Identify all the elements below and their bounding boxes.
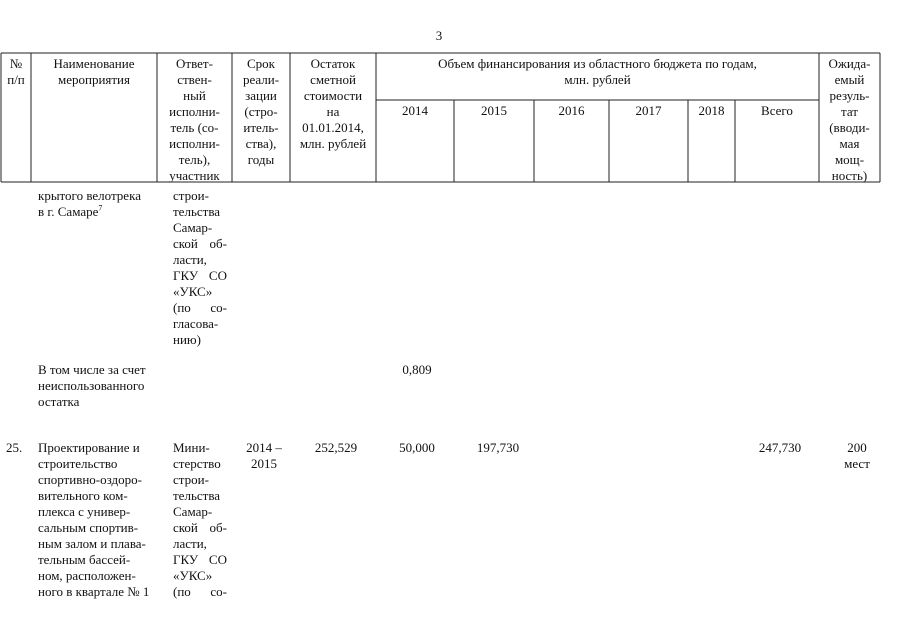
executor-line: ской об- xyxy=(173,520,227,535)
row-25-number: 25. xyxy=(6,440,23,455)
executor-line: (по со- xyxy=(173,300,227,315)
header-number: № п/п xyxy=(7,56,25,87)
header-year-2015: 2015 xyxy=(481,103,507,118)
header-financing: Объем финансирования из областного бюджета по годам, млн. рублей xyxy=(438,56,757,87)
header-term: Срок реали- зации (стро- итель- ства), годы xyxy=(242,56,280,167)
header-name: Наименование мероприятия xyxy=(53,56,135,87)
executor-line: гласова- xyxy=(173,316,219,331)
header-year-2017: 2017 xyxy=(635,103,662,118)
executor-line: ГКУ СО xyxy=(173,268,227,283)
header-total: Всего xyxy=(761,103,793,118)
row-25-term: 2014 – 2015 xyxy=(246,440,282,471)
header-result: Ожида- емый резуль- тат (вводи- мая мощ- ность) xyxy=(828,56,871,183)
name-line: плекса с универ- xyxy=(38,504,131,519)
executor-line: строи- xyxy=(173,472,209,487)
continued-row-name: крытого велотрека в г. Самаре$^7$ xyxy=(38,188,141,219)
header-remainder: Остаток сметной стоимости на 01.01.2014, млн. рублей xyxy=(299,56,367,151)
executor-line: Самар- xyxy=(173,220,213,235)
header-year-2018: 2018 xyxy=(698,103,725,118)
executor-line: Самар- xyxy=(173,504,213,519)
executor-line: ской об- xyxy=(173,236,227,251)
executor-line: строи- xyxy=(173,188,209,203)
executor-line: «УКС» xyxy=(173,568,213,583)
continued-row-executor xyxy=(173,188,227,348)
executor-line: ласти, xyxy=(173,252,207,267)
executor-line: (по со- xyxy=(173,584,227,599)
row-25-executor xyxy=(173,440,227,600)
name-line: строительство xyxy=(38,456,118,471)
executor-line: нию) xyxy=(173,332,201,347)
executor-line: «УКС» xyxy=(173,284,213,299)
row-25-2015: 197,730 xyxy=(476,440,520,455)
name-line: Проектирование и xyxy=(38,440,140,455)
row-25-name xyxy=(38,440,160,600)
executor-line: ласти, xyxy=(173,536,207,551)
name-line: ного в квартале № 1 xyxy=(38,584,150,599)
page-number: 3 xyxy=(435,28,443,43)
executor-line: стерство xyxy=(173,456,221,471)
row-25-2014: 50,000 xyxy=(399,440,435,455)
unused-remainder-label: В том числе за счет неиспользованного остатка xyxy=(38,362,146,409)
row-25-result: 200 мест xyxy=(844,440,870,471)
name-line: тельным бассей- xyxy=(38,552,131,567)
name-line: сальным спортив- xyxy=(38,520,139,535)
name-line: вительного ком- xyxy=(38,488,128,503)
name-line: спортивно-оздоро- xyxy=(38,472,142,487)
row-25-remainder: 252,529 xyxy=(314,440,358,455)
name-line: ном, расположен- xyxy=(38,568,136,583)
executor-line: Мини- xyxy=(173,440,210,455)
name-line: ным залом и плава- xyxy=(38,536,146,551)
header-year-2016: 2016 xyxy=(558,103,585,118)
executor-line: ГКУ СО xyxy=(173,552,227,567)
unused-remainder-2014: 0,809 xyxy=(402,362,432,377)
header-executor: Ответ- ствен- ный исполни- тель (со- исполни- тель), участник xyxy=(169,56,220,183)
row-25-total: 247,730 xyxy=(758,440,802,455)
executor-line: тельства xyxy=(173,488,221,503)
footnote-marker: 7 xyxy=(98,203,103,213)
executor-line: тельства xyxy=(173,204,221,219)
header-year-2014: 2014 xyxy=(402,103,428,118)
